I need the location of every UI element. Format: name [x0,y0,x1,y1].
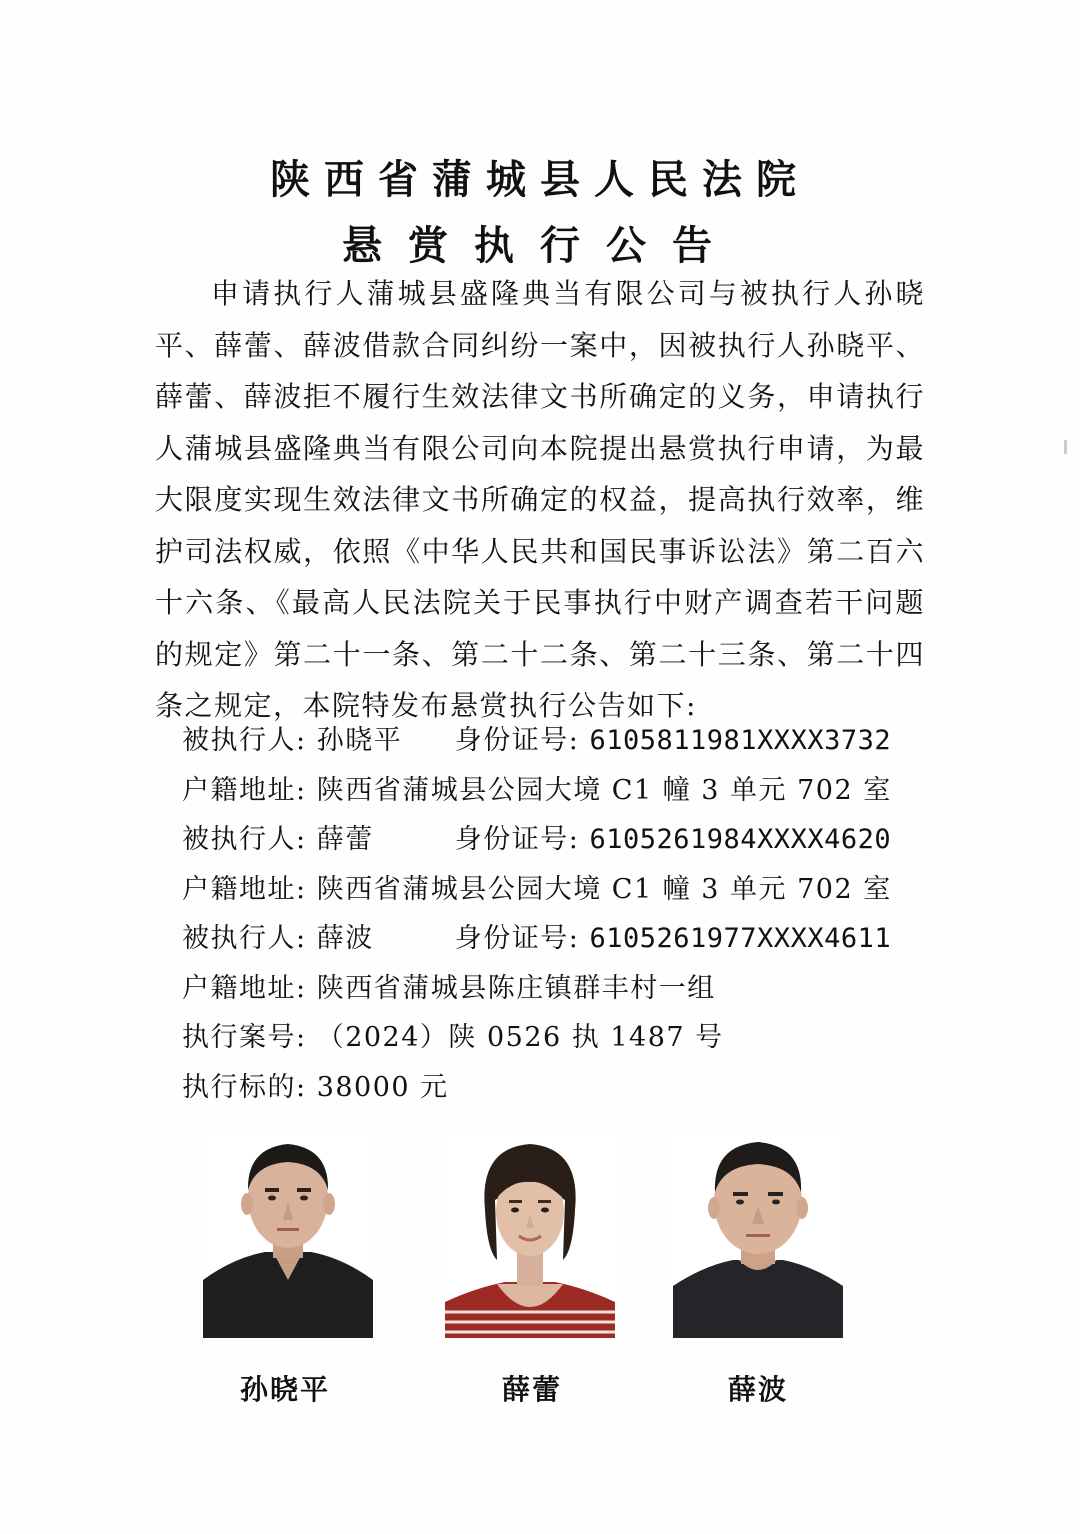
address-label: 户籍地址: [182,972,307,1004]
court-name-heading: 陕西省蒲城县人民法院 [270,157,810,203]
person-row [182,815,942,865]
person-row [182,914,942,964]
id-number: 6105261984XXXX4620 [589,824,892,855]
subject-amount-row [182,1063,942,1113]
address-value: 陕西省蒲城县陈庄镇群丰村一组 [316,972,716,1004]
id-group [455,716,891,766]
id-label: 身份证号: [454,725,580,756]
person-name: 薛蕾 [316,824,374,855]
address-row [182,964,942,1014]
photo-caption: 孙晓平 [239,1373,330,1406]
case-number-value: （2024）陕 0526 执 1487 号 [316,1022,724,1053]
person-label: 被执行人: [182,824,307,855]
photo-caption: 薛波 [727,1373,788,1406]
address-value: 陕西省蒲城县公园大境 C1 幢 3 单元 702 室 [316,873,892,905]
debtor-photo [445,1130,615,1338]
person-name: 孙晓平 [316,725,403,756]
debtor-photo [673,1130,843,1338]
debtor-info-block [182,716,942,1112]
address-label: 户籍地址: [182,873,307,905]
id-label: 身份证号: [454,824,580,855]
person-row [182,716,942,766]
person-name: 薛波 [316,923,374,954]
person-label: 被执行人: [182,725,307,756]
id-group [455,914,891,964]
id-number: 6105261977XXXX4611 [589,923,892,954]
debtor-photos [0,1130,1080,1350]
address-label: 户籍地址: [182,774,307,806]
photo-caption: 薛蕾 [501,1373,562,1406]
notice-title-heading: 悬赏执行公告 [342,223,738,269]
address-row [182,766,942,816]
case-number-label: 执行案号: [182,1022,307,1053]
id-group [455,815,891,865]
id-label: 身份证号: [454,923,580,954]
address-value: 陕西省蒲城县公园大境 C1 幢 3 单元 702 室 [316,774,892,806]
subject-amount-value: 38000 元 [316,1071,449,1103]
id-number: 6105811981XXXX3732 [589,725,892,756]
case-number-row [182,1013,942,1063]
notice-body-paragraph: 申请执行人蒲城县盛隆典当有限公司与被执行人孙晓平、薛蕾、薛波借款合同纠纷一案中，因被执行人孙晓平、薛蕾、薛波拒不履行生效法律文书所确定的义务，申请执行人蒲城县盛隆典当有限公司向本院提出悬赏执行申请，为最大限度实现生效法律文书所确定的权益，提高执行效率，维护司法权威，依照《中华人民共和国民事诉讼法》第二百六十六条、《最高人民法院关于民事执行中财产调查若干问题的规定》第二十一条、第二十二条、第二十三条、第二十四条之规定，本院特发布悬赏执行公告如下: [155,277,925,722]
scan-artifact [1064,440,1067,454]
debtor-photo [203,1130,373,1338]
person-label: 被执行人: [182,923,307,954]
address-row [182,865,942,915]
subject-amount-label: 执行标的: [182,1071,307,1103]
